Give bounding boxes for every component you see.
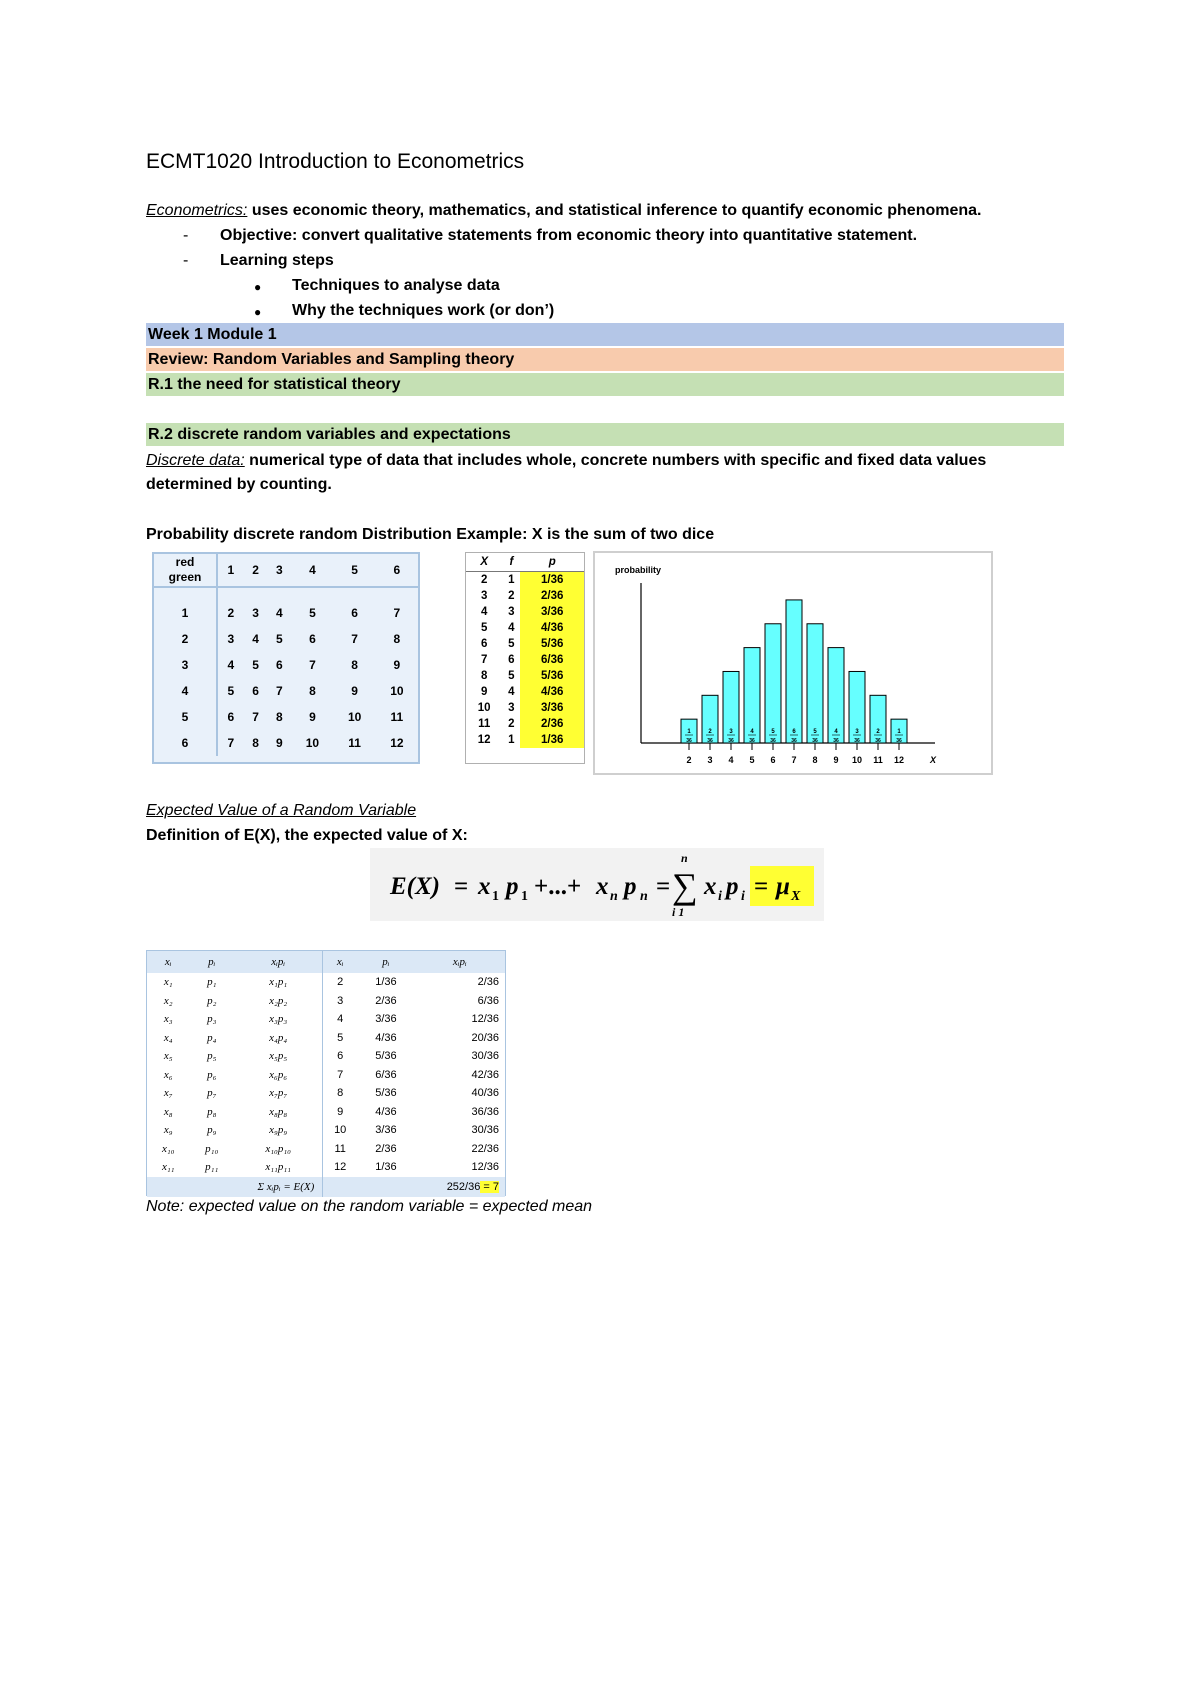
ev-row xyxy=(147,1066,505,1085)
dice-row xyxy=(154,678,418,704)
ev-value-cell: 2 xyxy=(337,976,344,989)
freq-row xyxy=(466,700,584,716)
ev-symbol-cell: x₃p₃ xyxy=(234,1010,323,1029)
freq-row xyxy=(466,732,584,748)
ev-symbol-cell: p₂ xyxy=(207,994,217,1007)
formula-subi2: i xyxy=(741,889,745,904)
ev-sum-label: Σ xᵢpᵢ = E(X) xyxy=(147,1177,323,1197)
x-cell: 12 xyxy=(477,734,491,746)
ev-symbol-cell: x₁ xyxy=(163,976,173,989)
x-cell: 5 xyxy=(480,622,488,634)
ev-value-cell: 5 xyxy=(337,1031,344,1044)
green-value: 1 xyxy=(154,600,217,626)
ev-symbol-cell: p₁₁ xyxy=(205,1161,219,1174)
ev-value-cell: 12/36 xyxy=(471,1013,499,1026)
ev-value-cell: 5/36 xyxy=(375,1087,397,1100)
ev-symbol-cell: x₄ xyxy=(163,1031,173,1044)
dice-row xyxy=(154,704,418,730)
p-cell: 4/36 xyxy=(520,620,584,636)
sum-cell: 8 xyxy=(351,658,358,672)
ev-row xyxy=(147,1029,505,1048)
ev-value-cell: 20/36 xyxy=(471,1031,499,1044)
x-tick-label: 12 xyxy=(893,755,905,765)
sum-cell: 7 xyxy=(309,658,316,672)
ev-row xyxy=(147,992,505,1011)
bar-label-denominator: 36 xyxy=(749,738,755,744)
ev-symbol-cell: x₁₀p₁₀ xyxy=(234,1140,323,1159)
ev-value-cell: 36/36 xyxy=(471,1105,499,1118)
sum-cell: 3 xyxy=(252,606,259,620)
sum-cell: 9 xyxy=(309,710,316,724)
p-cell: 1/36 xyxy=(520,732,584,748)
ev-symbol-cell: x₁₁p₁₁ xyxy=(234,1158,323,1177)
sum-cell: 8 xyxy=(252,736,259,750)
ev-value-cell: 7 xyxy=(337,1068,344,1081)
sum-cell: 9 xyxy=(393,658,401,672)
sum-cell: 12 xyxy=(390,736,404,750)
ev-row xyxy=(147,1103,505,1122)
ev-symbol-cell: x₈p₈ xyxy=(234,1103,323,1122)
red-header: 5 xyxy=(334,554,376,587)
ev-symbol-cell: p₇ xyxy=(207,1087,217,1100)
f-cell: 3 xyxy=(508,606,515,618)
freq-row xyxy=(466,636,584,652)
sum-cell: 10 xyxy=(390,684,404,698)
sum-cell: 7 xyxy=(393,606,401,620)
ev-symbol-cell: x₉ xyxy=(163,1124,173,1137)
sum-cell: 6 xyxy=(276,658,283,672)
bar-label-numerator: 1 xyxy=(897,729,901,735)
f-cell: 5 xyxy=(508,638,515,650)
freq-row xyxy=(466,572,584,589)
bar-label-denominator: 36 xyxy=(770,738,776,744)
ev-symbol-cell: p₆ xyxy=(207,1068,217,1081)
x-tick-label: 9 xyxy=(833,755,839,765)
sum-cell: 9 xyxy=(276,736,283,750)
objective-item: Objective: convert qualitative statements from economic theory into quantitative statement. xyxy=(220,227,918,244)
sum-cell: 10 xyxy=(305,736,320,750)
dot-bullet-2-icon: ● xyxy=(254,305,262,319)
p-cell: 2/36 xyxy=(520,588,584,604)
bar-label-numerator: 5 xyxy=(771,729,775,735)
ev-value-cell: 2/36 xyxy=(375,994,397,1007)
ev-sum-result: = 7 xyxy=(480,1180,499,1193)
bar-label-denominator: 36 xyxy=(812,738,818,744)
ev-value-cell: 42/36 xyxy=(471,1068,499,1081)
formula-x1: x xyxy=(478,873,491,900)
dot-bullet-1-icon: ● xyxy=(254,280,262,294)
x-cell: 2 xyxy=(480,574,488,586)
discrete-text: numerical type of data that includes whole, concrete numbers with specific and fixed data values determined by counting. xyxy=(146,452,987,493)
ev-symbol-cell: x₆ xyxy=(163,1068,173,1081)
formula-eq1: = xyxy=(454,873,469,900)
green-value: 5 xyxy=(154,704,217,730)
ev-symbol-cell: p₁₀ xyxy=(205,1142,219,1155)
red-header: 1 xyxy=(217,554,244,587)
r1-heading: R.1 the need for statistical theory xyxy=(146,373,1064,396)
discrete-data-paragraph xyxy=(146,449,1066,497)
ev-row xyxy=(147,1010,505,1029)
bar-label-numerator: 5 xyxy=(813,729,817,735)
ev-value-cell: 4/36 xyxy=(375,1031,397,1044)
frequency-table xyxy=(465,552,585,764)
sum-cell: 6 xyxy=(309,632,316,646)
formula-sub1: 1 xyxy=(492,889,499,904)
p-cell: 5/36 xyxy=(520,636,584,652)
technique-item-1: Techniques to analyse data xyxy=(292,277,500,294)
bar-label-numerator: 2 xyxy=(876,729,880,735)
ev-value-cell: 5/36 xyxy=(375,1050,397,1063)
p-cell: 1/36 xyxy=(520,572,584,589)
ev-value-cell: 3 xyxy=(337,994,344,1007)
formula-sum-top: n xyxy=(681,851,688,865)
sum-cell: 6 xyxy=(351,606,358,620)
x-tick-label: 8 xyxy=(812,755,818,765)
formula-svg xyxy=(370,848,824,921)
f-cell: 1 xyxy=(508,574,515,586)
bar-label-numerator: 4 xyxy=(750,729,754,735)
dice-row xyxy=(154,626,418,652)
ev-symbol-cell: p₃ xyxy=(207,1013,217,1026)
p-cell: 4/36 xyxy=(520,684,584,700)
bar-label-denominator: 36 xyxy=(833,738,839,744)
definition-line: Definition of E(X), the expected value of X: xyxy=(146,827,468,844)
sum-cell: 3 xyxy=(227,632,235,646)
x-tick-label: 11 xyxy=(873,755,883,765)
x-tick-label: 4 xyxy=(728,755,734,765)
week-heading: Week 1 Module 1 xyxy=(146,323,1064,346)
econometrics-definition xyxy=(146,202,982,220)
freq-row xyxy=(466,604,584,620)
ev-row xyxy=(147,973,505,992)
ev-value-cell: 11 xyxy=(334,1142,346,1155)
ev-symbol-cell: p₄ xyxy=(207,1031,217,1044)
dash-bullet-1: - xyxy=(183,227,189,244)
bar-label-denominator: 36 xyxy=(791,738,797,744)
f-cell: 2 xyxy=(508,718,515,730)
sum-cell: 8 xyxy=(309,684,316,698)
ev-value-cell: 8 xyxy=(337,1087,344,1100)
freq-row xyxy=(466,684,584,700)
ev-header: xᵢ xyxy=(147,951,189,973)
sum-cell: 5 xyxy=(309,606,316,620)
expected-value-table xyxy=(146,950,506,1196)
ev-symbol-cell: x₈ xyxy=(163,1105,173,1118)
expected-value-formula xyxy=(370,848,824,921)
red-header: 4 xyxy=(291,554,333,587)
ev-body xyxy=(147,973,505,1177)
x-tick-label: 7 xyxy=(791,755,797,765)
ev-value-cell: 12 xyxy=(334,1161,347,1174)
ev-row xyxy=(147,1140,505,1159)
x-axis-label: X xyxy=(930,755,937,765)
dash-bullet-2: - xyxy=(183,252,189,269)
ev-value-cell: 4/36 xyxy=(375,1105,397,1118)
sum-cell: 5 xyxy=(276,632,283,646)
bar-label-numerator: 6 xyxy=(792,729,796,735)
freq-row xyxy=(466,588,584,604)
ev-header: xᵢpᵢ xyxy=(234,951,323,973)
sum-cell: 9 xyxy=(351,684,358,698)
sum-cell: 6 xyxy=(227,710,235,724)
green-value: 6 xyxy=(154,730,217,756)
formula-eq3: = xyxy=(754,873,769,900)
ev-row xyxy=(147,1084,505,1103)
sum-cell: 5 xyxy=(252,658,259,672)
x-tick-label: 2 xyxy=(686,755,692,765)
ev-value-cell: 9 xyxy=(337,1105,344,1118)
p-cell: 3/36 xyxy=(520,604,584,620)
ev-value-cell: 4 xyxy=(337,1013,344,1026)
x-tick-label: 10 xyxy=(851,755,863,765)
header-x: X xyxy=(466,553,502,572)
ev-value-cell: 6/36 xyxy=(477,994,499,1007)
ev-value-cell: 1/36 xyxy=(375,1161,397,1174)
bar xyxy=(786,600,802,743)
x-cell: 10 xyxy=(477,702,491,714)
ev-value-cell: 12/36 xyxy=(471,1161,499,1174)
green-value: 2 xyxy=(154,626,217,652)
ev-symbol-cell: x₄p₄ xyxy=(234,1029,323,1048)
x-cell: 11 xyxy=(478,718,491,730)
ev-header: xᵢ xyxy=(323,951,357,973)
learning-steps-item: Learning steps xyxy=(220,252,334,269)
x-cell: 8 xyxy=(480,670,488,682)
ev-value-cell: 6/36 xyxy=(375,1068,397,1081)
r2-heading: R.2 discrete random variables and expectations xyxy=(146,423,1064,446)
x-tick-label: 6 xyxy=(770,755,776,765)
ev-total-row xyxy=(147,1177,505,1197)
bar-label-denominator: 36 xyxy=(854,738,860,744)
p-cell: 2/36 xyxy=(520,716,584,732)
sum-cell: 7 xyxy=(276,684,283,698)
red-header: 6 xyxy=(376,554,418,587)
bar-label-denominator: 36 xyxy=(728,738,734,744)
formula-eq2: = xyxy=(656,873,671,900)
discrete-label: Discrete data: xyxy=(146,452,245,469)
ev-symbol-cell: x₉p₉ xyxy=(234,1121,323,1140)
ev-value-cell: 30/36 xyxy=(471,1124,499,1137)
formula-subi: i xyxy=(718,889,722,904)
ev-header: pᵢ xyxy=(357,951,415,973)
bar-label-denominator: 36 xyxy=(707,738,713,744)
bar-label-denominator: 36 xyxy=(896,738,902,744)
f-cell: 1 xyxy=(508,734,515,746)
red-header: 3 xyxy=(267,554,291,587)
x-cell: 9 xyxy=(480,686,488,698)
ev-symbol-cell: x₁p₁ xyxy=(234,973,323,992)
sum-cell: 8 xyxy=(393,632,401,646)
formula-p1: p xyxy=(506,873,519,900)
ev-value-cell: 30/36 xyxy=(471,1050,499,1063)
green-value: 3 xyxy=(154,652,217,678)
ev-value-cell: 2/36 xyxy=(375,1142,397,1155)
sum-cell: 7 xyxy=(351,632,358,646)
ev-value-cell: 22/36 xyxy=(471,1142,499,1155)
f-cell: 4 xyxy=(508,622,515,634)
formula-pi: p xyxy=(726,873,739,900)
p-cell: 3/36 xyxy=(520,700,584,716)
ev-symbol-cell: p₅ xyxy=(207,1050,217,1063)
green-value: 4 xyxy=(154,678,217,704)
dice-sum-table xyxy=(152,552,420,764)
ev-symbol-cell: x₁₁ xyxy=(161,1161,175,1174)
header-p: p xyxy=(520,553,584,572)
f-cell: 2 xyxy=(508,590,515,602)
sigma-icon: ∑ xyxy=(672,866,698,906)
ev-row xyxy=(147,1047,505,1066)
x-cell: 7 xyxy=(480,654,488,666)
dice-row xyxy=(154,652,418,678)
ev-symbol-cell: x₅p₅ xyxy=(234,1047,323,1066)
sum-cell: 2 xyxy=(227,606,235,620)
sum-cell: 10 xyxy=(347,710,362,724)
dice-corner xyxy=(154,554,217,587)
sum-cell: 11 xyxy=(348,736,361,750)
corner-green-label: green xyxy=(168,570,202,584)
ev-value-cell: 1/36 xyxy=(375,976,397,989)
sum-cell: 4 xyxy=(252,632,259,646)
ev-row xyxy=(147,1158,505,1177)
header-f: f xyxy=(502,553,520,572)
formula-subx: X xyxy=(791,889,801,904)
ev-value-cell: 40/36 xyxy=(471,1087,499,1100)
expected-value-heading: Expected Value of a Random Variable xyxy=(146,802,417,819)
sum-cell: 7 xyxy=(227,736,235,750)
ev-symbol-cell: x₇ xyxy=(163,1087,173,1100)
x-cell: 6 xyxy=(480,638,488,650)
formula-pn: p xyxy=(624,873,637,900)
ev-symbol-cell: x₃ xyxy=(163,1013,173,1026)
sum-cell: 5 xyxy=(227,684,235,698)
f-cell: 4 xyxy=(508,686,515,698)
econometrics-text: uses economic theory, mathematics, and statistical inference to quantify economic phenomena. xyxy=(247,202,982,219)
formula-subn: n xyxy=(610,889,618,904)
formula-sum-bottom: i 1 xyxy=(672,905,685,919)
ev-symbol-cell: p₈ xyxy=(207,1105,217,1118)
chart-title: probability xyxy=(615,565,662,575)
corner-red-label: red xyxy=(175,555,195,569)
ev-symbol-cell: x₂p₂ xyxy=(234,992,323,1011)
ev-sum-value xyxy=(323,1177,505,1197)
formula-ex: E(X) xyxy=(390,873,440,900)
note-text: Note: expected value on the random variable = expected mean xyxy=(146,1198,593,1215)
probability-chart-svg xyxy=(595,553,991,773)
ev-value-cell: 10 xyxy=(334,1124,347,1137)
freq-row xyxy=(466,716,584,732)
ev-symbol-cell: x₂ xyxy=(163,994,173,1007)
ev-symbol-cell: x₆p₆ xyxy=(234,1066,323,1085)
freq-row xyxy=(466,620,584,636)
bar-label-numerator: 2 xyxy=(708,729,712,735)
f-cell: 3 xyxy=(508,702,515,714)
bar-label-numerator: 3 xyxy=(855,729,859,735)
formula-sub1b: 1 xyxy=(521,889,528,904)
bar xyxy=(702,695,718,743)
sum-cell: 4 xyxy=(276,606,283,620)
ev-symbol-cell: x₅ xyxy=(163,1050,173,1063)
econometrics-label: Econometrics: xyxy=(146,202,248,219)
f-cell: 5 xyxy=(508,670,515,682)
x-tick-label: 5 xyxy=(749,755,755,765)
sum-cell: 6 xyxy=(252,684,259,698)
bar-label-numerator: 1 xyxy=(687,729,691,735)
formula-dots: +...+ xyxy=(534,873,582,900)
ev-symbol-cell: p₉ xyxy=(207,1124,217,1137)
ev-sum-fraction: 252/36 xyxy=(446,1180,481,1193)
bar-label-denominator: 36 xyxy=(875,738,881,744)
x-cell: 3 xyxy=(480,590,488,602)
review-heading: Review: Random Variables and Sampling theory xyxy=(146,348,1064,371)
ev-symbol-cell: x₇p₇ xyxy=(234,1084,323,1103)
bar xyxy=(807,624,823,743)
red-header: 2 xyxy=(244,554,268,587)
formula-mu: μ xyxy=(776,873,790,900)
dice-row xyxy=(154,600,418,626)
formula-subn2: n xyxy=(640,889,648,904)
sum-cell: 8 xyxy=(276,710,283,724)
technique-item-2: Why the techniques work (or don’) xyxy=(292,302,555,319)
bar xyxy=(870,695,886,743)
f-cell: 6 xyxy=(508,654,515,666)
freq-row xyxy=(466,668,584,684)
ev-header: xᵢpᵢ xyxy=(415,951,505,973)
sum-cell: 4 xyxy=(227,658,235,672)
doc-title: ECMT1020 Introduction to Econometrics xyxy=(146,150,525,173)
freq-row xyxy=(466,652,584,668)
bar-label-numerator: 3 xyxy=(729,729,733,735)
p-cell: 6/36 xyxy=(520,652,584,668)
ev-value-cell: 3/36 xyxy=(375,1013,397,1026)
formula-xi: x xyxy=(704,873,717,900)
sum-cell: 7 xyxy=(252,710,259,724)
bar-label-numerator: 4 xyxy=(834,729,838,735)
dice-row xyxy=(154,730,418,756)
ev-symbol-cell: p₁ xyxy=(207,976,217,989)
probability-chart xyxy=(593,551,993,775)
x-cell: 4 xyxy=(480,606,488,618)
ev-symbol-cell: x₁₀ xyxy=(161,1142,175,1155)
p-cell: 5/36 xyxy=(520,668,584,684)
x-tick-label: 3 xyxy=(707,755,713,765)
ev-header: pᵢ xyxy=(189,951,234,973)
prob-heading: Probability discrete random Distribution Example: X is the sum of two dice xyxy=(146,526,715,543)
formula-xn: x xyxy=(596,873,609,900)
bar xyxy=(765,624,781,743)
bar-label-denominator: 36 xyxy=(686,738,692,744)
ev-value-cell: 6 xyxy=(337,1050,344,1063)
sum-cell: 11 xyxy=(390,710,404,724)
ev-value-cell: 3/36 xyxy=(375,1124,397,1137)
ev-value-cell: 2/36 xyxy=(477,976,499,989)
ev-row xyxy=(147,1121,505,1140)
